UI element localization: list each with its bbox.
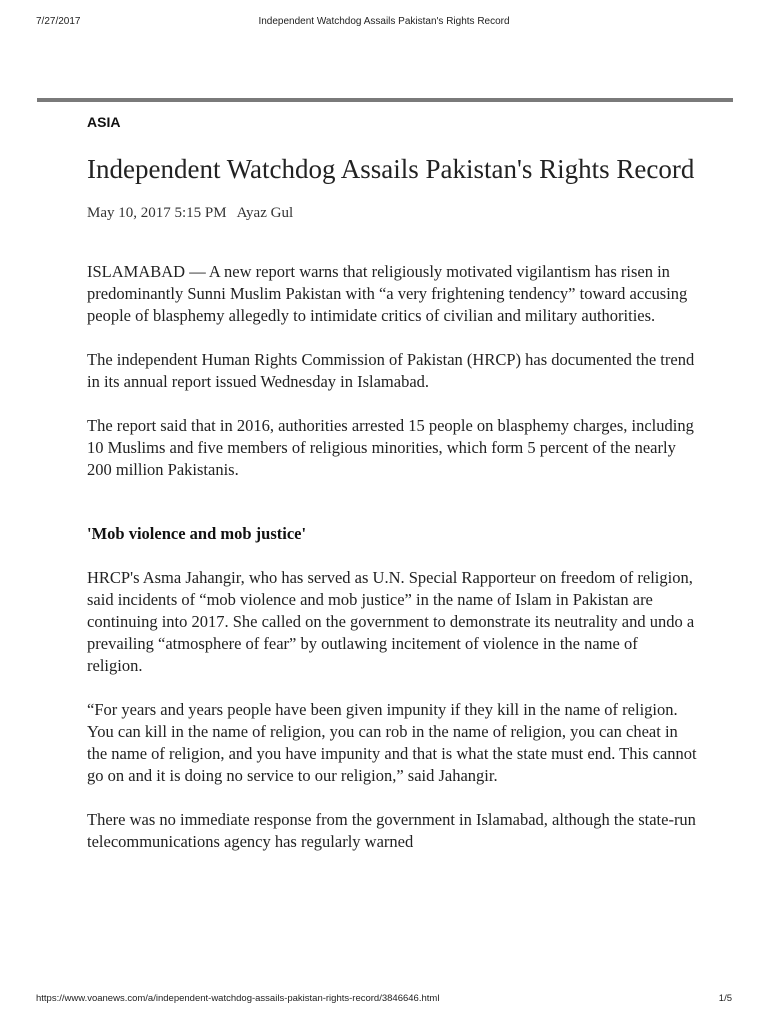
article-body [87,261,697,853]
top-divider [37,98,733,102]
publish-date: May 10, 2017 5:15 PM [87,205,227,221]
print-header [36,16,732,30]
subheading: 'Mob violence and mob justice' [87,524,307,543]
author-name[interactable]: Ayaz Gul [236,205,294,221]
page-number: 1/5 [718,993,732,1004]
print-title: Independent Watchdog Assails Pakistan's Rights Record [258,16,510,27]
byline [87,203,697,223]
section-label[interactable]: ASIA [87,114,121,130]
article [87,112,697,853]
print-date: 7/27/2017 [36,16,81,27]
paragraph: “For years and years people have been given impunity if they kill in the name of religion. You can kill in the name of religion, you can rob in the name of religion, you can cheat in the name of religion, and you have impunity and that is what the state must end. This cannot go on and it is doing no service to our religion,” said Jahangir. [87,700,697,785]
paragraph: The report said that in 2016, authorities arrested 15 people on blasphemy charges, including 10 Muslims and five members of religious minorities, which form 5 percent of the nearly 200 million Pakistanis. [87,416,694,479]
paragraph: ISLAMABAD — A new report warns that religiously motivated vigilantism has risen in predominantly Sunni Muslim Pakistan with “a very frightening tendency” toward accusing people of blasphemy allegedly to intimidate critics of civilian and military authorities. [87,262,688,325]
paragraph: There was no immediate response from the government in Islamabad, although the state-run telecommunications agency has regularly warned [87,810,696,851]
print-url: https://www.voanews.com/a/independent-watchdog-assails-pakistan-rights-record/3846646.html [36,993,440,1004]
paragraph: HRCP's Asma Jahangir, who has served as U.N. Special Rapporteur on freedom of religion, said incidents of “mob violence and mob justice” in the name of Islam in Pakistan are continuing into 2017. She called on the government to demonstrate its neutrality and undo a prevailing “atmosphere of fear” by outlawing incitement of violence in the name of religion. [87,568,695,675]
print-footer [36,993,732,1007]
paragraph: The independent Human Rights Commission of Pakistan (HRCP) has documented the trend in its annual report issued Wednesday in Islamabad. [87,350,695,391]
article-headline: Independent Watchdog Assails Pakistan's Rights Record [87,154,695,184]
